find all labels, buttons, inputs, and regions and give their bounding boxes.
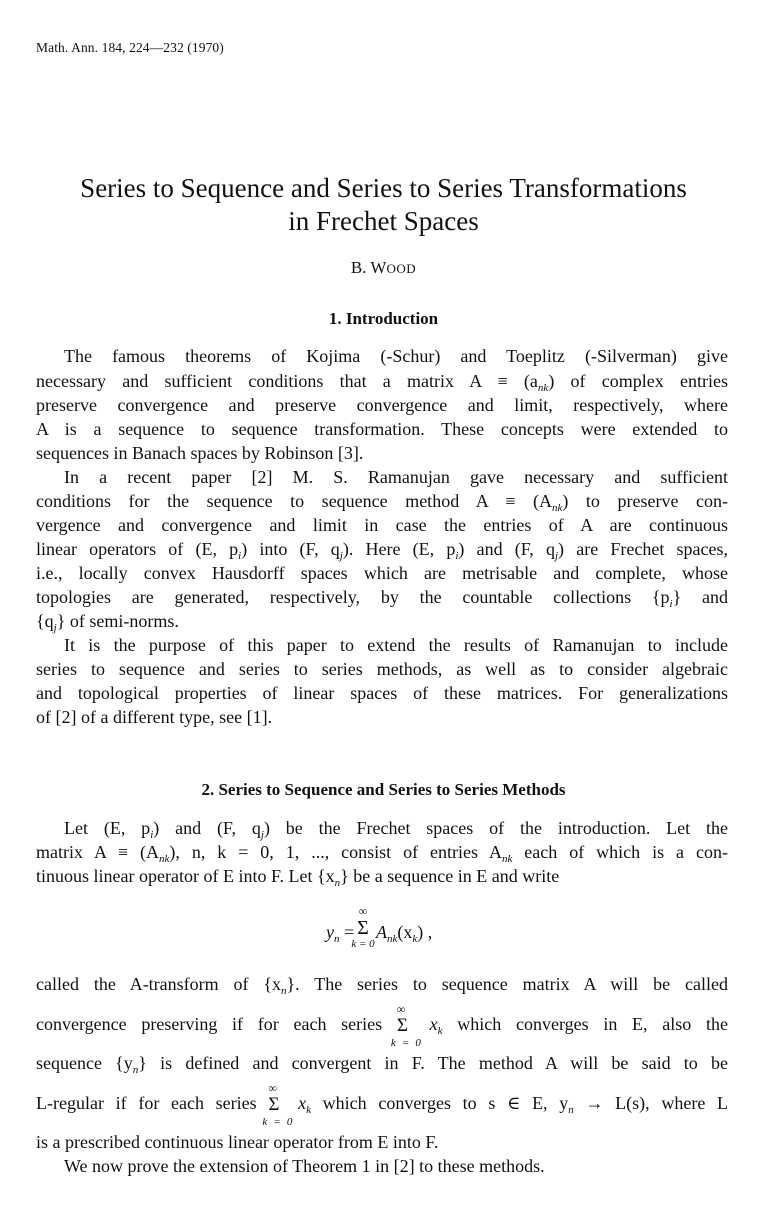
sec2-line-8: is a prescribed continuous linear operator from E into F. <box>36 1132 439 1152</box>
sec2-line-2-a: matrix A ≡ (A <box>36 842 159 862</box>
sub-n: n <box>132 1064 139 1076</box>
author-surname-smallcaps: OOD <box>386 261 417 276</box>
intro-line-12-text: {q <box>36 611 54 631</box>
sub-j: j <box>554 550 559 562</box>
sec2-line-7-a: L-regular if for each series <box>36 1093 269 1113</box>
formula-equals: = <box>339 922 355 942</box>
formula-sum-lower: k = 0 <box>351 938 375 950</box>
intro-line-15: and topological properties of linear spaces of these matrices. For generalizations <box>36 683 728 703</box>
formula-A: A <box>376 922 387 942</box>
paper-title-line-2: in Frechet Spaces <box>288 206 479 236</box>
formula-arg-sub: k <box>412 933 418 945</box>
intro-line-2-tail: ) of complex entries <box>548 371 728 391</box>
inline-sum <box>262 1081 293 1129</box>
sec2-line-3 <box>36 864 728 895</box>
inline-x: x <box>429 1014 438 1034</box>
sub-j: j <box>53 622 57 634</box>
intro-line-9-mid3: ) and (F, q <box>458 539 555 559</box>
sub-i: i <box>669 598 673 610</box>
sec2-line-9: We now prove the extension of Theorem 1 in [2] to these methods. <box>64 1156 545 1176</box>
formula-y: y <box>326 922 334 942</box>
inline-sum-upper: ∞ <box>396 1002 406 1017</box>
intro-line-12-tail: } of semi-norms. <box>56 611 179 631</box>
inline-sum <box>390 1002 421 1050</box>
author-name <box>0 258 767 278</box>
intro-line-9-text: linear operators of (E, p <box>36 539 239 559</box>
sec2-line-3-b: } be a sequence in E and write <box>340 866 560 886</box>
sec2-line-7 <box>36 1081 728 1129</box>
sec2-line-7-b: which converges to s ∈ E, y <box>310 1093 569 1113</box>
sec2-line-4-b: }. The series to sequence matrix A will be called <box>286 974 728 994</box>
sub-i: i <box>455 550 459 562</box>
intro-line-9-tail: ) are Frechet spaces, <box>558 539 728 559</box>
formula-sum-upper: ∞ <box>358 904 368 918</box>
display-formula <box>0 904 767 960</box>
inline-sigma: Σ <box>268 1094 280 1116</box>
sub-nk: nk <box>552 502 563 514</box>
intro-line-11-text: topologies are generated, respectively, by the countable collections {p <box>36 587 670 607</box>
intro-line-9-mid2: ). Here (E, p <box>342 539 456 559</box>
formula-lhs-sub: n <box>334 933 340 945</box>
sec2-line-6-a: sequence {y <box>36 1053 133 1073</box>
paper-title-line-1: Series to Sequence and Series to Series Transformations <box>80 173 687 203</box>
formula-end: ) , <box>417 922 433 942</box>
sub-k: k <box>306 1104 311 1116</box>
sec2-line-3-a: tinuous linear operator of E into F. Let {x <box>36 866 335 886</box>
formula-arg: (x <box>397 922 413 942</box>
sec2-line-6-b: } is defined and convergent in F. The method A will be said to be <box>138 1053 728 1073</box>
sub-nk: nk <box>158 853 170 865</box>
sec2-line-5-b: which converges in E, also the <box>442 1014 728 1034</box>
section-1-heading: 1. Introduction <box>328 309 439 328</box>
formula-rhs-sub: nk <box>387 933 398 945</box>
intro-line-2-text: necessary and sufficient conditions that a matrix A ≡ (a <box>36 371 538 391</box>
sub-nk: nk <box>501 853 513 865</box>
intro-line-8: vergence and convergence and limit in case the entries of A are continuous <box>36 515 728 535</box>
inline-sigma: Σ <box>396 1015 408 1037</box>
sub-j: j <box>339 550 343 562</box>
formula-sigma: Σ <box>357 917 369 939</box>
sec2-line-2-c: each of which is a con- <box>512 842 728 862</box>
intro-line-4: A is a sequence to sequence transformation. These concepts were extended to <box>36 419 728 439</box>
intro-line-5: sequences in Banach spaces by Robinson [3]. <box>36 443 364 463</box>
inline-x: x <box>298 1093 307 1113</box>
sec2-line-1-c: ) be the Frechet spaces of the introduction. Let the <box>263 818 729 838</box>
sec2-line-1-b: ) and (F, q <box>153 818 261 838</box>
section-2-heading: 2. Series to Sequence and Series to Series Methods <box>201 780 566 799</box>
sub-j: j <box>260 829 264 841</box>
intro-line-9-mid1: ) into (F, q <box>241 539 340 559</box>
sec2-line-5-a: convergence preserving if for each series <box>36 1014 397 1034</box>
inline-sum-lower: k = 0 <box>390 1037 421 1050</box>
sub-n: n <box>334 877 341 889</box>
sec2-line-4 <box>36 972 728 1003</box>
sub-n: n <box>568 1104 574 1116</box>
sub-k: k <box>437 1025 443 1037</box>
intro-line-7-text: conditions for the sequence to sequence method A ≡ (A <box>36 491 552 511</box>
sec2-line-4-a: called the A-transform of {x <box>36 974 282 994</box>
sec2-line-7-c: → L(s), where L <box>573 1093 728 1113</box>
journal-citation: Math. Ann. 184, 224—232 (1970) <box>36 40 224 55</box>
intro-line-14: series to sequence and series to series methods, as well as to consider algebraic <box>36 659 728 679</box>
sec2-line-5 <box>36 1002 728 1050</box>
intro-line-7-tail: ) to preserve con- <box>562 491 728 511</box>
sub-i: i <box>238 550 242 562</box>
inline-sum-lower: k = 0 <box>262 1116 293 1129</box>
intro-line-3: preserve convergence and preserve convergence and limit, respectively, where <box>36 395 728 415</box>
formula-sum <box>350 904 376 951</box>
intro-line-10: i.e., locally convex Hausdorff spaces which are metrisable and complete, whose <box>36 563 728 583</box>
formula-rhs <box>376 922 432 945</box>
sub-nk: nk <box>537 382 549 394</box>
sub-n: n <box>281 985 287 997</box>
sec2-line-2-b: ), n, k = 0, 1, ..., consist of entries A <box>169 842 502 862</box>
inline-sum-upper: ∞ <box>268 1081 277 1096</box>
intro-line-6: In a recent paper [2] M. S. Ramanujan gave necessary and sufficient <box>64 467 728 487</box>
intro-line-16: of [2] of a different type, see [1]. <box>36 707 273 727</box>
sec2-line-1-a: Let (E, p <box>64 818 151 838</box>
intro-line-13: It is the purpose of this paper to extend the results of Ramanujan to include <box>64 635 728 655</box>
intro-line-11-tail: } and <box>672 587 728 607</box>
sec2-line-6 <box>36 1051 728 1082</box>
author-initial: B. W <box>350 258 387 277</box>
sub-i: i <box>150 829 154 841</box>
intro-line-1: The famous theorems of Kojima (-Schur) and Toeplitz (-Silverman) give <box>64 346 728 366</box>
